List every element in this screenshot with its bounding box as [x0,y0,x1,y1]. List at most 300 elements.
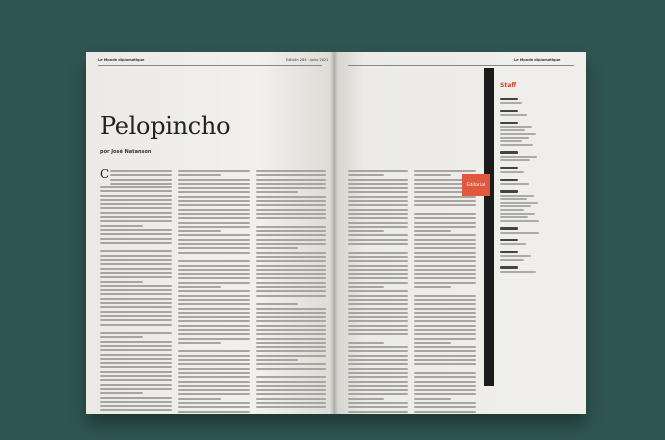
text-line [256,247,298,249]
text-line [178,200,250,202]
staff-row [500,140,562,142]
text-line [178,170,250,172]
staff-row [500,129,562,131]
text-line [414,290,476,292]
text-line [100,289,172,291]
text-line [414,200,476,202]
text-line [100,207,172,209]
text-line [178,359,250,361]
staff-section-label [500,110,518,112]
text-line [256,239,326,241]
text-line [100,354,172,356]
text-line [178,256,250,258]
text-line [256,372,326,374]
text-line [178,350,250,352]
text-line [256,265,326,267]
text-line [100,388,172,390]
text-line [100,401,172,403]
staff-section-label [500,167,518,169]
staff-section-label [500,179,518,181]
text-line [348,372,408,374]
text-line [414,406,476,408]
text-line [414,359,476,361]
text-line [100,225,143,227]
text-line [110,170,172,172]
text-line [348,230,384,232]
text-line [100,311,172,313]
text-line [414,372,476,374]
staff-heading: Staff [500,82,517,89]
text-column-1 [110,170,172,187]
text-line [178,196,250,198]
text-line [414,170,476,172]
text-line [100,358,172,360]
text-line [100,186,172,188]
text-line [178,329,250,331]
text-line [348,385,408,387]
text-line [414,252,476,254]
staff-row [500,137,562,139]
text-line [414,376,476,378]
staff-row [500,183,562,185]
text-line [414,269,476,271]
text-line [348,243,408,245]
text-line [348,222,408,224]
text-line [178,222,250,224]
text-line [178,368,250,370]
text-line [256,170,326,172]
text-line [100,298,172,300]
staff-row [500,255,562,257]
text-line [348,200,408,202]
text-line [348,204,408,206]
text-line [414,342,451,344]
text-line [100,263,172,265]
text-line [348,260,408,262]
text-line [178,316,250,318]
text-line [348,239,408,241]
staff-row [500,216,562,218]
staff-row [500,159,562,161]
text-line [348,209,408,211]
text-column-2 [178,170,250,414]
running-head-right: Le Monde diplomatique [514,58,561,62]
text-line [256,389,326,391]
text-line [348,355,408,357]
text-column-4 [348,170,408,414]
text-line [100,212,172,214]
text-line [414,260,476,262]
text-line [110,174,172,176]
text-line [100,281,143,283]
text-line [256,338,326,340]
text-line [348,179,408,181]
text-line [178,406,250,408]
text-line [256,277,326,279]
text-line [178,191,250,193]
text-line [256,329,326,331]
text-column-1b [100,186,172,414]
text-column-3 [256,170,326,411]
text-line [178,209,250,211]
text-line [178,277,250,279]
staff-row [500,133,562,135]
text-line [100,195,172,197]
text-line [100,276,172,278]
staff-section-label [500,251,518,253]
text-line [256,303,298,305]
text-line [100,199,172,201]
text-line [256,350,326,352]
text-line [256,402,326,404]
text-line [348,389,408,391]
text-line [348,187,408,189]
text-line [414,363,476,365]
text-line [348,265,408,267]
text-line [256,222,326,224]
staff-section-label [500,98,518,100]
text-line [414,174,451,176]
text-line [178,303,250,305]
text-line [100,216,172,218]
text-line [178,239,250,241]
text-line [256,213,326,215]
text-line [178,179,250,181]
text-line [100,255,172,257]
text-line [178,363,250,365]
text-line [178,385,250,387]
text-line [178,282,250,284]
text-line [178,402,250,404]
text-line [414,239,476,241]
text-line [256,385,326,387]
text-line [178,393,250,395]
text-line [256,230,326,232]
text-line [256,269,326,271]
text-line [256,273,326,275]
text-line [178,346,250,348]
text-line [348,226,408,228]
drop-cap: C [100,167,110,181]
text-line [414,217,476,219]
text-line [178,286,221,288]
text-line [178,230,221,232]
text-line [178,376,250,378]
staff-row [500,259,562,261]
text-line [178,295,250,297]
text-line [100,190,172,192]
text-line [348,247,408,249]
staff-row [500,271,562,273]
text-line [348,359,408,361]
text-line [178,299,250,301]
staff-section-label [500,227,518,229]
text-line [100,384,172,386]
text-line [256,406,326,408]
text-line [100,324,172,326]
staff-section-label [500,151,518,153]
text-line [348,381,408,383]
text-line [100,242,172,244]
staff-row [500,243,562,245]
text-line [100,306,172,308]
text-line [110,179,172,181]
text-line [100,362,172,364]
text-line [348,299,408,301]
text-line [178,247,250,249]
text-line [178,265,250,267]
text-line [178,411,250,413]
staff-row [500,205,562,207]
text-line [256,398,326,400]
text-line [100,285,172,287]
text-line [178,355,250,357]
text-line [178,372,250,374]
text-line [256,308,326,310]
text-line [348,398,384,400]
text-line [414,346,476,348]
text-line [348,402,408,404]
text-line [348,338,408,340]
text-line [256,376,326,378]
article-title: Pelopincho [100,112,231,140]
text-line [256,316,326,318]
text-line [256,217,326,219]
text-line [100,233,172,235]
text-line [178,226,250,228]
text-line [100,229,172,231]
text-line [348,217,408,219]
text-line [100,397,172,399]
text-line [414,368,476,370]
text-line [100,379,172,381]
text-line [348,295,408,297]
text-line [414,312,476,314]
left-page [86,52,334,414]
staff-section-label [500,266,518,268]
staff-row [500,232,562,234]
text-line [414,234,476,236]
text-line [178,325,250,327]
text-line [348,273,408,275]
text-line [414,308,476,310]
text-line [348,234,408,236]
text-line [414,256,476,258]
text-line [414,209,476,211]
text-line [256,286,326,288]
text-line [414,355,476,357]
text-line [348,333,408,335]
text-line [178,290,250,292]
text-line [256,299,326,301]
text-line [100,371,172,373]
text-line [414,398,451,400]
text-line [348,312,408,314]
text-line [100,332,172,334]
text-line [256,183,326,185]
text-line [348,286,384,288]
text-line [100,328,172,330]
text-line [256,243,326,245]
text-line [100,293,172,295]
text-line [256,333,326,335]
text-line [256,346,326,348]
staff-row [500,102,562,104]
text-line [100,302,172,304]
staff-row [500,198,562,200]
text-line [256,187,326,189]
staff-row [500,195,562,197]
text-line [414,299,476,301]
text-line [256,179,326,181]
text-line [414,243,476,245]
text-line [348,170,408,172]
text-line [414,338,476,340]
text-line [256,325,326,327]
text-line [100,349,172,351]
text-line [256,256,326,258]
text-line [348,277,408,279]
text-line [414,329,476,331]
text-line [414,320,476,322]
text-line [256,226,326,228]
text-line [348,196,408,198]
text-line [100,345,172,347]
text-line [256,191,298,193]
text-line [110,183,172,185]
text-line [414,393,476,395]
text-line [178,333,250,335]
text-line [256,209,326,211]
text-line [178,174,221,176]
text-line [414,282,476,284]
text-line [414,204,476,206]
text-line [414,222,476,224]
text-line [414,247,476,249]
sidebar-bar [484,68,494,386]
text-line [100,405,172,407]
text-line [414,411,476,413]
text-line [348,303,408,305]
text-line [414,389,476,391]
header-rule [98,65,322,66]
text-line [256,174,326,176]
text-line [256,282,326,284]
text-line [256,381,326,383]
header-rule-right [348,65,574,66]
article-byline: por José Natanson [100,149,152,155]
text-line [256,393,326,395]
text-line [100,272,172,274]
text-line [348,329,408,331]
text-line [414,333,476,335]
staff-row [500,156,562,158]
text-line [256,204,326,206]
text-line [178,260,250,262]
text-line [100,341,172,343]
text-line [256,290,326,292]
text-line [348,213,408,215]
text-line [256,295,326,297]
staff-row [500,171,562,173]
text-line [256,355,326,357]
text-line [414,196,476,198]
text-line [178,320,250,322]
text-line [414,303,476,305]
text-line [348,252,408,254]
staff-row [500,144,562,146]
text-line [178,269,250,271]
text-line [256,234,326,236]
text-line [414,325,476,327]
text-line [348,320,408,322]
text-line [178,252,250,254]
text-line [100,250,172,252]
text-line [256,342,326,344]
text-line [414,265,476,267]
text-line [256,359,298,361]
text-line [414,277,476,279]
section-label: Editorial [462,174,490,196]
text-line [100,203,172,205]
text-line [178,273,250,275]
text-line [178,338,250,340]
text-line [348,346,408,348]
text-line [178,234,250,236]
staff-row [500,126,562,128]
text-line [100,392,143,394]
text-line [348,191,408,193]
text-line [348,393,408,395]
text-line [348,183,408,185]
text-line [348,368,408,370]
text-line [100,246,172,248]
text-line [348,256,408,258]
text-line [348,282,408,284]
text-line [178,243,250,245]
text-line [348,350,408,352]
text-line [100,336,143,338]
text-line [256,260,326,262]
text-line [178,204,250,206]
text-line [414,316,476,318]
text-line [178,381,250,383]
text-line [348,290,408,292]
text-line [414,226,476,228]
text-line [100,319,172,321]
text-line [348,342,384,344]
staff-section-label [500,122,518,124]
issue-date: Edición 284 · Junio 2021 [286,58,329,62]
text-line [348,316,408,318]
text-line [100,375,172,377]
text-line [348,174,384,176]
text-line [348,325,408,327]
text-line [256,320,326,322]
staff-row [500,202,562,204]
text-line [414,295,476,297]
staff-row [500,114,562,116]
staff-row [500,209,562,211]
staff-section-label [500,190,518,192]
text-line [178,217,250,219]
text-line [178,389,250,391]
text-line [414,286,451,288]
text-line [100,238,172,240]
text-line [348,376,408,378]
text-line [348,308,408,310]
text-line [256,368,326,370]
